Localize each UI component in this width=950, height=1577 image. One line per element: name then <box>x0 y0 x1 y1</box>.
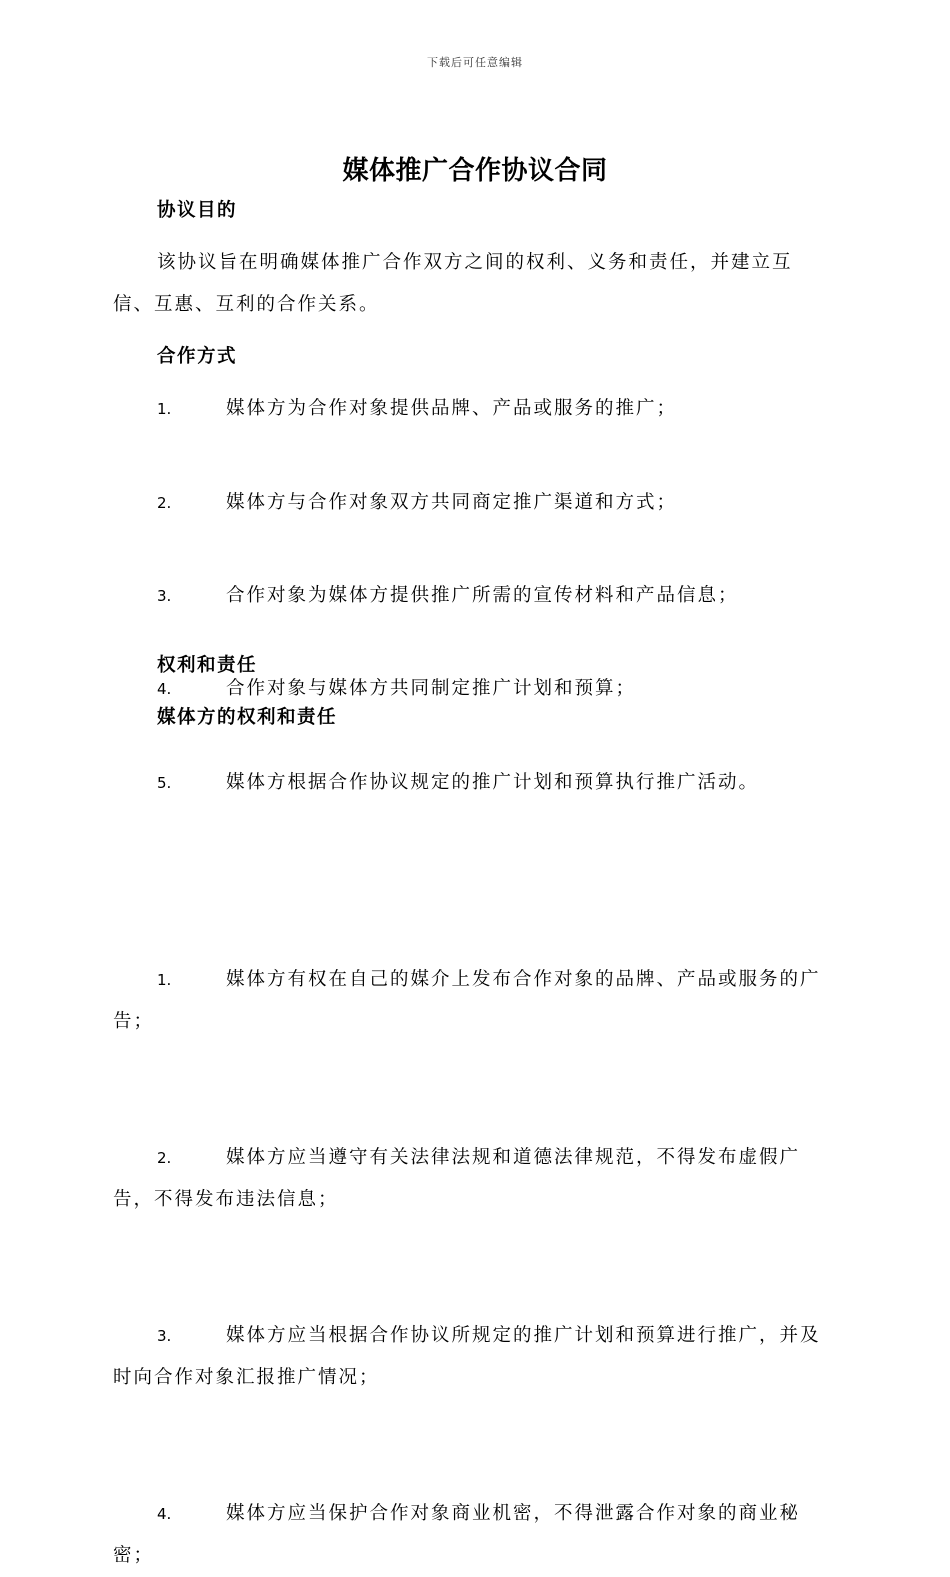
list-item-text: 媒体方有权在自己的媒介上发布合作对象的品牌、产品或服务的广告； <box>113 969 821 1032</box>
header-note: 下载后可任意编辑 <box>427 56 523 69</box>
purpose-paragraph: 该协议旨在明确媒体推广合作双方之间的权利、义务和责任，并建立互信、互惠、互利的合作关系。 <box>113 252 793 315</box>
list-item-text: 合作对象与媒体方共同制定推广计划和预算； <box>226 678 637 699</box>
list-item-number: 1. <box>157 400 172 418</box>
list-item-text: 合作对象为媒体方提供推广所需的宣传材料和产品信息； <box>226 585 739 606</box>
list-item-number: 3. <box>157 1327 172 1345</box>
list-item-text: 媒体方与合作对象双方共同商定推广渠道和方式； <box>226 492 678 513</box>
document-title: 媒体推广合作协议合同 <box>342 156 608 186</box>
list-item <box>113 762 833 804</box>
subsection-heading-media-rights: 媒体方的权利和责任 <box>157 707 338 728</box>
section-heading-cooperation: 合作方式 <box>157 346 238 367</box>
list-item <box>113 482 833 524</box>
section-heading-rights: 权利和责任 <box>157 655 258 676</box>
list-item <box>113 575 833 617</box>
list-item-number: 4. <box>157 1505 172 1523</box>
list-item-number: 1. <box>157 971 172 989</box>
list-item-text: 媒体方应当遵守有关法律法规和道德法律规范，不得发布虚假广告，不得发布违法信息； <box>113 1147 801 1210</box>
list-item-text: 媒体方为合作对象提供品牌、产品或服务的推广； <box>226 398 678 419</box>
list-item <box>113 959 833 1043</box>
list-item <box>113 1137 833 1221</box>
list-item-text: 媒体方根据合作协议规定的推广计划和预算执行推广活动。 <box>226 772 760 793</box>
list-item-text: 媒体方应当根据合作协议所规定的推广计划和预算进行推广，并及时向合作对象汇报推广情况； <box>113 1325 821 1388</box>
list-item <box>113 1493 833 1577</box>
list-item-number: 4. <box>157 680 172 698</box>
list-item-text: 媒体方应当保护合作对象商业机密，不得泄露合作对象的商业秘密； <box>113 1503 801 1566</box>
list-item-number: 2. <box>157 1149 172 1167</box>
list-item-number: 5. <box>157 774 172 792</box>
list-item <box>113 388 833 430</box>
list-item-number: 2. <box>157 494 172 512</box>
list-item-number: 3. <box>157 587 172 605</box>
list-item <box>113 1315 833 1399</box>
section-heading-purpose: 协议目的 <box>157 200 238 221</box>
